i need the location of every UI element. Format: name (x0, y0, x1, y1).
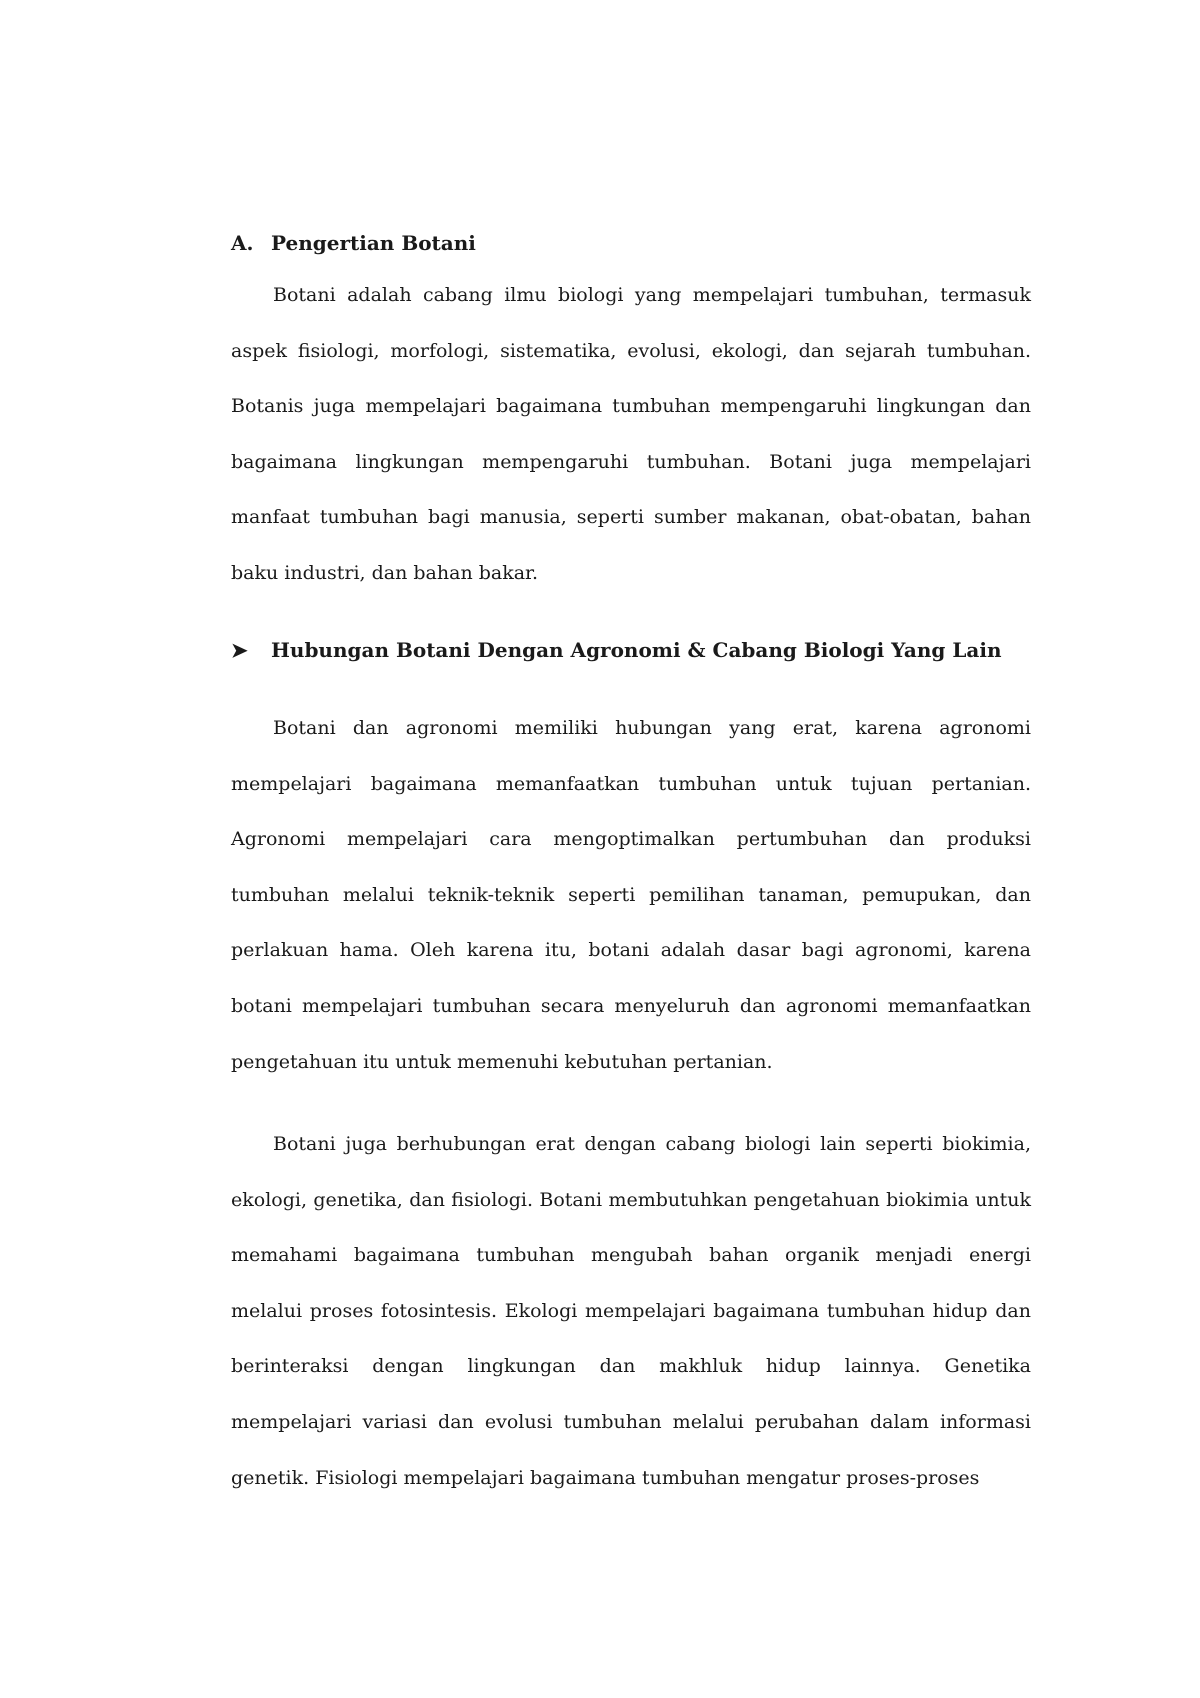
paragraph-agronomy: Botani dan agronomi memiliki hubungan yang erat, karena agronomi mempelajari bagaimana memanfaatkan tumbuhan untuk tujuan pertanian. Agronomi mempelajari cara mengoptimalkan pertumbuhan dan produksi tumbuhan melalui teknik-teknik seperti pemilihan tanaman, pemupukan, dan perlakuan hama. Oleh karena itu, botani adalah dasar bagi agronomi, karena botani mempelajari tumbuhan secara menyeluruh dan agronomi memanfaatkan pengetahuan itu untuk memenuhi kebutuhan pertanian. (231, 717, 1031, 1073)
paragraph-definition: Botani adalah cabang ilmu biologi yang mempelajari tumbuhan, termasuk aspek fisiologi, morfologi, sistematika, evolusi, ekologi, dan sejarah tumbuhan. Botanis juga mempelajari bagaimana tumbuhan mempengaruhi lingkungan dan bagaimana lingkungan mempengaruhi tumbuhan. Botani juga mempelajari manfaat tumbuhan bagi manusia, seperti sumber makanan, obat-obatan, bahan baku industri, dan bahan bakar. (231, 284, 1031, 584)
subsection-heading (231, 636, 1031, 664)
section-heading (231, 229, 1031, 257)
section-title: Pengertian Botani (271, 231, 476, 255)
paragraph-biology-branches: Botani juga berhubungan erat dengan cabang biologi lain seperti biokimia, ekologi, genetika, dan fisiologi. Botani membutuhkan pengetahuan biokimia untuk memahami bagaimana tumbuhan mengubah bahan organik menjadi energi melalui proses fotosintesis. Ekologi mempelajari bagaimana tumbuhan hidup dan berinteraksi dengan lingkungan dan makhluk hidup lainnya. Genetika mempelajari variasi dan evolusi tumbuhan melalui perubahan dalam informasi genetik. Fisiologi mempelajari bagaimana tumbuhan mengatur proses-proses (231, 1133, 1031, 1489)
subsection-title: Hubungan Botani Dengan Agronomi & Cabang Biologi Yang Lain (271, 638, 1002, 662)
arrow-bullet-icon: ➤ (231, 638, 248, 662)
section-letter: A. (231, 231, 254, 255)
